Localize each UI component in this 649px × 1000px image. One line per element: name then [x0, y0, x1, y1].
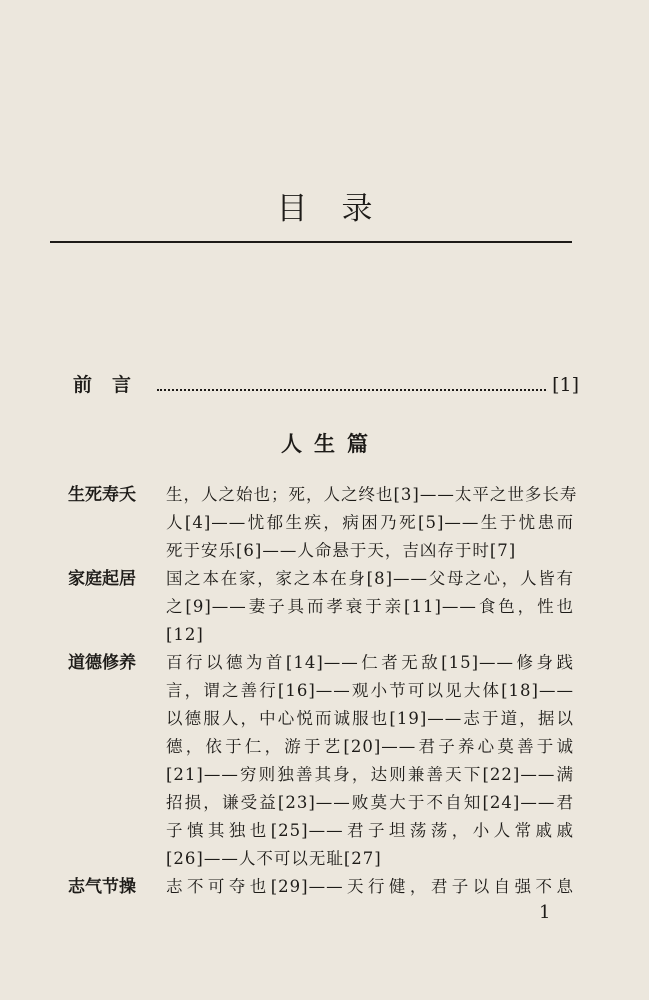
dot-leader	[157, 389, 546, 391]
preface-label: 前言	[73, 374, 152, 396]
entry-line: 言，谓之善行[16]——观小节可以见大体[18]——	[166, 681, 574, 700]
entry-line: 以德服人，中心悦而诚服也[19]——志于道，据以	[166, 709, 574, 728]
entry-label: 生死寿夭	[68, 485, 136, 505]
entry-label: 道德修养	[68, 653, 136, 673]
entry-label: 志气节操	[68, 877, 136, 897]
entry-line: 招损，谦受益[23]——败莫大于不自知[24]——君	[166, 793, 574, 812]
entry-label: 家庭起居	[68, 569, 136, 589]
toc-title: 目录	[276, 191, 407, 227]
preface-page-ref: [1]	[552, 374, 579, 396]
entry-line: 死于安乐[6]——人命悬于天，吉凶存于时[7]	[166, 541, 517, 560]
entry-line: [26]——人不可以无耻[27]	[166, 849, 382, 868]
section-title: 人生篇	[281, 431, 380, 456]
entry-line: 子慎其独也[25]——君子坦荡荡，小人常戚戚	[166, 821, 574, 840]
entry-line: 百行以德为首[14]——仁者无敌[15]——修身践	[166, 653, 574, 672]
entry-line: [21]——穷则独善其身，达则兼善天下[22]——满	[166, 765, 574, 784]
entry-line: 德，依于仁，游于艺[20]——君子养心莫善于诚	[166, 737, 574, 756]
entry-line: 人[4]——忧郁生疾，病困乃死[5]——生于忧患而	[166, 513, 574, 532]
entry-line: 之[9]——妻子具而孝衰于亲[11]——食色，性也	[166, 597, 574, 616]
entry-line: [12]	[166, 625, 204, 644]
entry-line: 志不可夺也[29]——天行健，君子以自强不息	[166, 877, 574, 896]
preface-row	[73, 370, 579, 397]
entry-line: 国之本在家，家之本在身[8]——父母之心，人皆有	[166, 569, 574, 588]
entry-line: 生，人之始也；死，人之终也[3]——太平之世多长寿	[166, 485, 578, 504]
page-number: 1	[539, 902, 551, 923]
title-rule	[50, 241, 572, 243]
